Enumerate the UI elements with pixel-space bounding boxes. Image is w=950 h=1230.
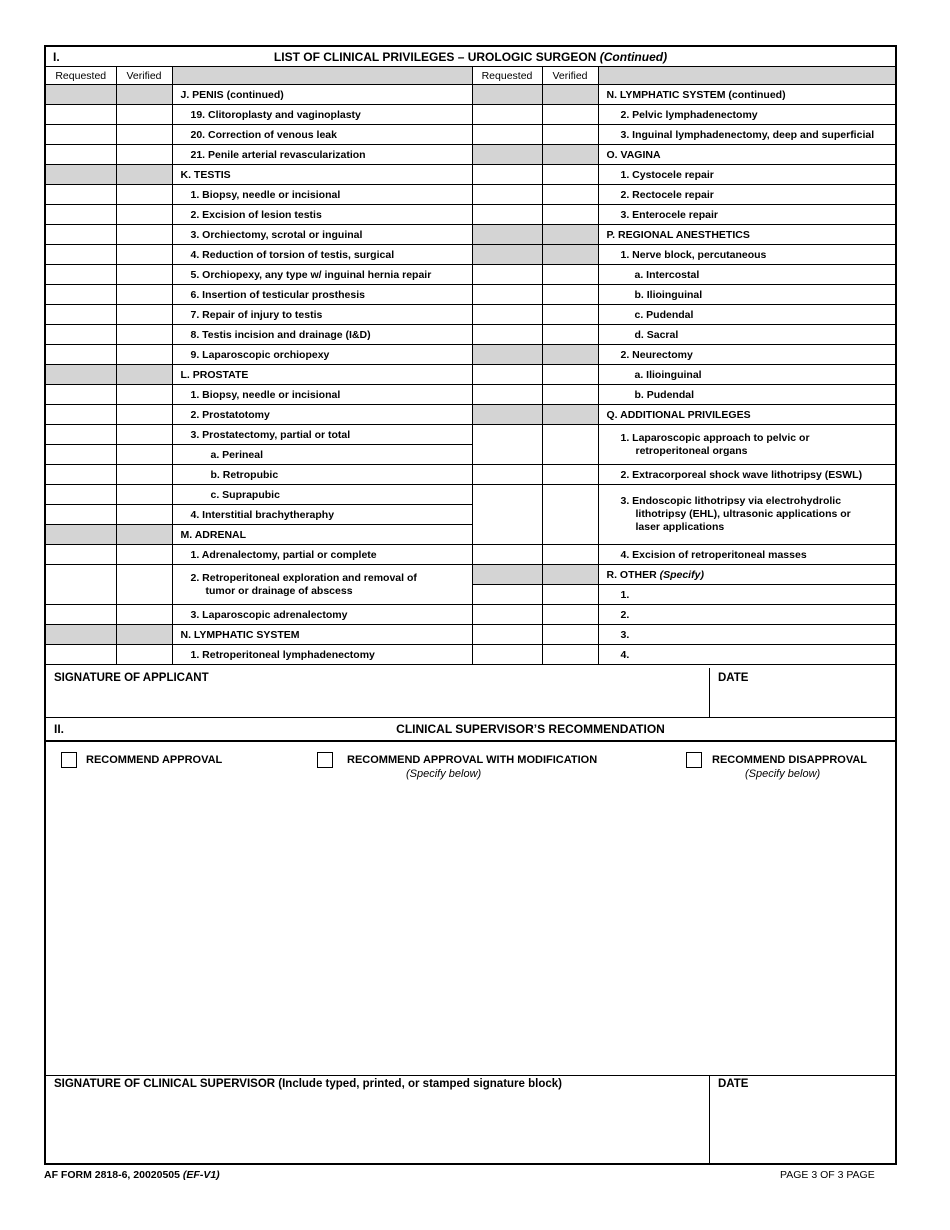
verified-cell[interactable] [542, 385, 598, 405]
privilege-item: 3. Enterocele repair [598, 205, 895, 225]
requested-cell[interactable] [46, 445, 116, 465]
table-row [46, 625, 895, 645]
verified-cell[interactable] [116, 505, 172, 525]
requested-cell[interactable] [46, 545, 116, 565]
privilege-item: 2. Neurectomy [598, 345, 895, 365]
recommend-modification-label: RECOMMEND APPROVAL WITH MODIFICATION [347, 754, 598, 766]
verified-cell[interactable] [542, 205, 598, 225]
privilege-item: a. Intercostal [598, 265, 895, 285]
privilege-item: 2. Excision of lesion testis [172, 205, 472, 225]
privilege-item: d. Sacral [598, 325, 895, 345]
other-entry[interactable]: 1. [598, 585, 895, 605]
requested-cell[interactable] [46, 565, 116, 605]
section-1-number: I. [53, 50, 60, 64]
applicant-signature-label: SIGNATURE OF APPLICANT [54, 672, 209, 684]
applicant-signature-block[interactable] [46, 668, 895, 718]
table-row [46, 305, 895, 325]
requested-cell[interactable] [46, 285, 116, 305]
table-row [46, 545, 895, 565]
verified-cell[interactable] [116, 145, 172, 165]
col-verified-right: Verified [542, 67, 598, 85]
column-header-row [46, 67, 895, 85]
privilege-item: 1. Biopsy, needle or incisional [172, 385, 472, 405]
table-row [46, 425, 895, 445]
table-row [46, 205, 895, 225]
privilege-item: 8. Testis incision and drainage (I&D) [172, 325, 472, 345]
requested-cell[interactable] [46, 345, 116, 365]
other-entry[interactable]: 4. [598, 645, 895, 665]
table-row [46, 645, 895, 665]
section-heading: L. PROSTATE [172, 365, 472, 385]
table-row [46, 225, 895, 245]
requested-cell[interactable] [46, 385, 116, 405]
verified-cell[interactable] [116, 285, 172, 305]
applicant-date-label: DATE [718, 672, 749, 684]
table-row [46, 145, 895, 165]
table-row [46, 465, 895, 485]
privilege-item: 2. Rectocele repair [598, 185, 895, 205]
requested-cell[interactable] [472, 125, 542, 145]
requested-cell[interactable] [46, 465, 116, 485]
verified-cell[interactable] [542, 425, 598, 465]
verified-cell[interactable] [542, 285, 598, 305]
table-row [46, 565, 895, 585]
section-heading: P. REGIONAL ANESTHETICS [598, 225, 895, 245]
privilege-item: 5. Orchiopexy, any type w/ inguinal hernia repair [172, 265, 472, 285]
table-row [46, 365, 895, 385]
table-row [46, 345, 895, 365]
table-row [46, 325, 895, 345]
requested-cell[interactable] [46, 125, 116, 145]
verified-cell[interactable] [542, 605, 598, 625]
verified-cell[interactable] [542, 125, 598, 145]
privilege-item: 9. Laparoscopic orchiopexy [172, 345, 472, 365]
privilege-item: 1. Laparoscopic approach to pelvic or retroperitoneal organs [598, 425, 895, 465]
section-heading: N. LYMPHATIC SYSTEM (continued) [598, 85, 895, 105]
requested-cell[interactable] [46, 185, 116, 205]
privilege-item: 4. Interstitial brachytheraphy [172, 505, 472, 525]
verified-cell[interactable] [542, 265, 598, 285]
requested-cell[interactable] [472, 545, 542, 565]
verified-cell[interactable] [542, 485, 598, 545]
requested-cell[interactable] [472, 305, 542, 325]
privilege-item: 4. Reduction of torsion of testis, surgical [172, 245, 472, 265]
verified-cell[interactable] [116, 645, 172, 665]
requested-cell[interactable] [46, 205, 116, 225]
page-number: PAGE 3 OF 3 PAGE [780, 1169, 875, 1181]
table-row [46, 485, 895, 505]
requested-cell[interactable] [46, 325, 116, 345]
requested-cell[interactable] [472, 205, 542, 225]
recommend-modification-checkbox[interactable] [317, 752, 333, 768]
section-heading: K. TESTIS [172, 165, 472, 185]
requested-cell[interactable] [46, 225, 116, 245]
requested-cell[interactable] [46, 425, 116, 445]
verified-cell[interactable] [116, 345, 172, 365]
recommend-approval-label: RECOMMEND APPROVAL [86, 754, 223, 766]
requested-cell[interactable] [46, 405, 116, 425]
verified-cell[interactable] [542, 365, 598, 385]
privilege-item: 3. Prostatectomy, partial or total [172, 425, 472, 445]
supervisor-signature-label: SIGNATURE OF CLINICAL SUPERVISOR (Include typed, printed, or stamped signature block) [54, 1078, 562, 1090]
supervisor-date-label: DATE [718, 1078, 749, 1090]
other-entry[interactable]: 3. [598, 625, 895, 645]
verified-cell[interactable] [542, 645, 598, 665]
privilege-item: b. Pudendal [598, 385, 895, 405]
requested-cell[interactable] [472, 425, 542, 465]
requested-cell[interactable] [472, 165, 542, 185]
requested-cell[interactable] [46, 485, 116, 505]
requested-cell[interactable] [472, 185, 542, 205]
privilege-item: a. Perineal [172, 445, 472, 465]
verified-cell[interactable] [116, 305, 172, 325]
verified-cell[interactable] [116, 245, 172, 265]
privilege-item: 1. Nerve block, percutaneous [598, 245, 895, 265]
section-1-header [46, 47, 895, 67]
verified-cell[interactable] [542, 185, 598, 205]
requested-cell[interactable] [472, 625, 542, 645]
verified-cell[interactable] [116, 485, 172, 505]
verified-cell[interactable] [116, 605, 172, 625]
table-row [46, 285, 895, 305]
requested-cell[interactable] [46, 265, 116, 285]
form-identifier: AF FORM 2818-6, 20020505 (EF-V1) [44, 1169, 220, 1181]
requested-cell[interactable] [46, 245, 116, 265]
section-heading: Q. ADDITIONAL PRIVILEGES [598, 405, 895, 425]
verified-cell[interactable] [542, 625, 598, 645]
col-requested-right: Requested [472, 67, 542, 85]
section-heading: M. ADRENAL [172, 525, 472, 545]
verified-cell[interactable] [542, 305, 598, 325]
table-row [46, 265, 895, 285]
requested-cell[interactable] [46, 305, 116, 325]
table-row [46, 405, 895, 425]
privilege-item: 2. Extracorporeal shock wave lithotripsy (ESWL) [598, 465, 895, 485]
privilege-item: 7. Repair of injury to testis [172, 305, 472, 325]
recommend-approval-checkbox[interactable] [61, 752, 77, 768]
privilege-item: 2. Prostatotomy [172, 405, 472, 425]
requested-cell[interactable] [46, 105, 116, 125]
verified-cell[interactable] [116, 565, 172, 605]
requested-cell[interactable] [472, 265, 542, 285]
privilege-item: a. Ilioinguinal [598, 365, 895, 385]
verified-cell[interactable] [116, 445, 172, 465]
disapproval-specify-note: (Specify below) [745, 768, 821, 780]
requested-cell[interactable] [472, 285, 542, 305]
requested-cell[interactable] [472, 645, 542, 665]
verified-cell[interactable] [116, 465, 172, 485]
requested-cell[interactable] [46, 145, 116, 165]
privilege-item: 4. Excision of retroperitoneal masses [598, 545, 895, 565]
verified-cell[interactable] [116, 265, 172, 285]
requested-cell[interactable] [472, 585, 542, 605]
requested-cell[interactable] [472, 325, 542, 345]
privilege-item: c. Pudendal [598, 305, 895, 325]
verified-cell[interactable] [542, 545, 598, 565]
privilege-item: 3. Endoscopic lithotripsy via electrohydrolic lithotripsy (EHL), ultrasonic applications or laser applications [598, 485, 895, 545]
privilege-item: 1. Retroperitoneal lymphadenectomy [172, 645, 472, 665]
verified-cell[interactable] [116, 125, 172, 145]
verified-cell[interactable] [116, 325, 172, 345]
section-2-title: CLINICAL SUPERVISOR’S RECOMMENDATION [396, 722, 665, 736]
privilege-item: c. Suprapubic [172, 485, 472, 505]
requested-cell[interactable] [472, 365, 542, 385]
verified-cell[interactable] [116, 385, 172, 405]
table-row [46, 165, 895, 185]
table-row [46, 245, 895, 265]
privileges-form [44, 45, 897, 1165]
verified-cell[interactable] [116, 405, 172, 425]
privilege-item: 6. Insertion of testicular prosthesis [172, 285, 472, 305]
privilege-item: 3. Orchiectomy, scrotal or inguinal [172, 225, 472, 245]
verified-cell[interactable] [542, 585, 598, 605]
recommend-disapproval-checkbox[interactable] [686, 752, 702, 768]
verified-cell[interactable] [116, 205, 172, 225]
table-row [46, 185, 895, 205]
privilege-item: b. Retropubic [172, 465, 472, 485]
privilege-item: 1. Biopsy, needle or incisional [172, 185, 472, 205]
verified-cell[interactable] [542, 105, 598, 125]
verified-cell[interactable] [542, 465, 598, 485]
requested-cell[interactable] [46, 645, 116, 665]
recommend-disapproval-label: RECOMMEND DISAPPROVAL [712, 754, 868, 766]
privilege-item: b. Ilioinguinal [598, 285, 895, 305]
col-requested-left: Requested [46, 67, 116, 85]
verified-cell[interactable] [116, 545, 172, 565]
table-row [46, 385, 895, 405]
privilege-item: 2. Retroperitoneal exploration and removal of tumor or drainage of abscess [172, 565, 472, 605]
table-row [46, 105, 895, 125]
supervisor-signature-block[interactable] [46, 1075, 895, 1164]
verified-cell[interactable] [542, 325, 598, 345]
section-2-header [46, 718, 895, 742]
requested-cell[interactable] [472, 605, 542, 625]
privilege-item: 21. Penile arterial revascularization [172, 145, 472, 165]
privilege-item: 3. Laparoscopic adrenalectomy [172, 605, 472, 625]
col-verified-left: Verified [116, 67, 172, 85]
section-heading: J. PENIS (continued) [172, 85, 472, 105]
verified-cell[interactable] [116, 185, 172, 205]
privilege-item: 1. Cystocele repair [598, 165, 895, 185]
verified-cell[interactable] [116, 105, 172, 125]
requested-cell[interactable] [472, 485, 542, 545]
section-heading: R. OTHER (Specify) [598, 565, 895, 585]
section-heading: N. LYMPHATIC SYSTEM [172, 625, 472, 645]
section-1-title: LIST OF CLINICAL PRIVILEGES – UROLOGIC SURGEON (Continued) [273, 50, 668, 64]
verified-cell[interactable] [116, 425, 172, 445]
verified-cell[interactable] [116, 225, 172, 245]
privilege-item: 2. Pelvic lymphadenectomy [598, 105, 895, 125]
privileges-table [46, 67, 895, 665]
table-row [46, 125, 895, 145]
requested-cell[interactable] [472, 465, 542, 485]
other-entry[interactable]: 2. [598, 605, 895, 625]
modification-specify-note: (Specify below) [406, 768, 482, 780]
privilege-item: 1. Adrenalectomy, partial or complete [172, 545, 472, 565]
requested-cell[interactable] [46, 605, 116, 625]
privilege-item: 20. Correction of venous leak [172, 125, 472, 145]
privilege-item: 19. Clitoroplasty and vaginoplasty [172, 105, 472, 125]
requested-cell[interactable] [46, 505, 116, 525]
table-row [46, 85, 895, 105]
verified-cell[interactable] [542, 165, 598, 185]
section-heading: O. VAGINA [598, 145, 895, 165]
privilege-item: 3. Inguinal lymphadenectomy, deep and superficial [598, 125, 895, 145]
requested-cell[interactable] [472, 385, 542, 405]
section-2-number: II. [54, 722, 65, 736]
table-row [46, 605, 895, 625]
requested-cell[interactable] [472, 105, 542, 125]
